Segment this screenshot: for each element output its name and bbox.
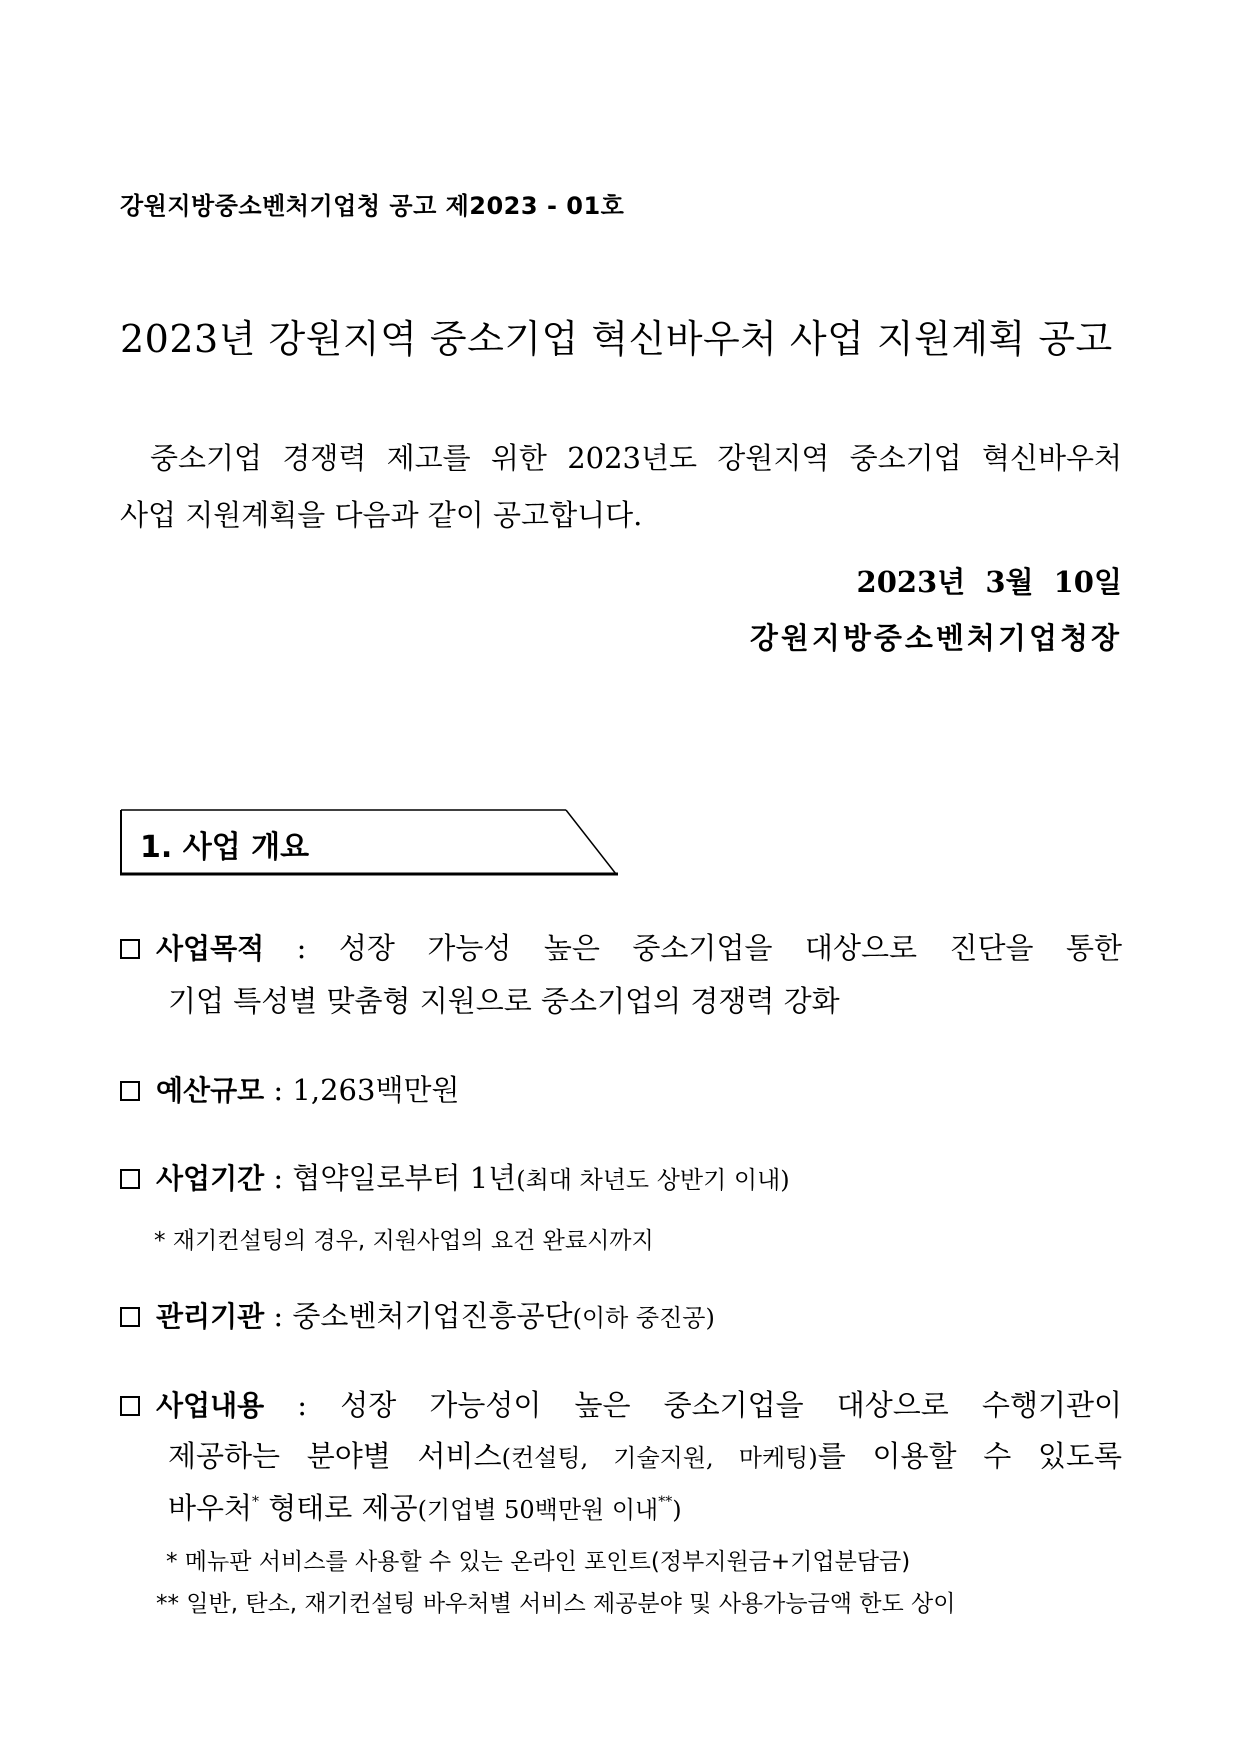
item-text: 성장 가능성이 높은 중소기업을 대상으로 수행기관이 bbox=[340, 1388, 1122, 1422]
page-title: 2023년 강원지역 중소기업 혁신바우처 사업 지원계획 공고 bbox=[120, 317, 1113, 361]
item-content-note-2: ** 일반, 탄소, 재기컨설팅 바우처별 서비스 제공분야 및 사용가능금액 한도 상이 bbox=[156, 1591, 956, 1617]
item-paren: (이하 중진공) bbox=[572, 1304, 715, 1332]
checkbox-icon bbox=[120, 1307, 140, 1327]
checkbox-icon bbox=[120, 1396, 140, 1416]
item-text: 바우처 bbox=[168, 1491, 253, 1525]
item-agency bbox=[120, 1290, 1122, 1344]
section-title: 1. 사업 개요 bbox=[140, 830, 310, 865]
item-paren: (기업별 50백만원 이내 bbox=[417, 1496, 659, 1524]
intro-line-2: 사업 지원계획을 다음과 같이 공고합니다. bbox=[120, 498, 643, 532]
item-text: 제공하는 분야별 서비스 bbox=[168, 1439, 502, 1473]
item-agency-line bbox=[120, 1290, 1122, 1344]
issuer-name: 강원지방중소벤처기업청장 bbox=[749, 621, 1122, 655]
item-budget bbox=[120, 1064, 1122, 1117]
item-label: 관리기관 bbox=[156, 1300, 265, 1333]
item-period-line bbox=[120, 1152, 1122, 1206]
item-paren-close: ) bbox=[672, 1496, 682, 1524]
item-purpose bbox=[120, 922, 1122, 1027]
intro-paragraph bbox=[120, 430, 1122, 544]
item-content-note-1: * 메뉴판 서비스를 사용할 수 있는 온라인 포인트(정부지원금+기업분담금) bbox=[166, 1549, 911, 1575]
item-purpose-line-1 bbox=[120, 922, 1122, 975]
item-label: 사업기간 bbox=[156, 1162, 265, 1195]
checkbox-icon bbox=[120, 939, 140, 959]
intro-line-1: 중소기업 경쟁력 제고를 위한 2023년도 강원지역 중소기업 혁신바우처 bbox=[150, 441, 1122, 475]
item-text: 성장 가능성 높은 중소기업을 대상으로 진단을 통한 bbox=[338, 931, 1122, 965]
item-separator: : bbox=[264, 1161, 293, 1195]
item-purpose-line-2: 기업 특성별 맞춤형 지원으로 중소기업의 경쟁력 강화 bbox=[168, 984, 840, 1018]
item-text: 중소벤처기업진흥공단 bbox=[292, 1299, 573, 1333]
item-separator: : bbox=[264, 931, 339, 965]
item-separator: : bbox=[264, 1073, 293, 1107]
checkbox-icon bbox=[120, 1081, 140, 1101]
item-separator: : bbox=[264, 1299, 293, 1333]
notice-number: 강원지방중소벤처기업청 공고 제2023 - 01호 bbox=[120, 192, 625, 220]
item-label: 예산규모 bbox=[156, 1074, 265, 1107]
item-separator: : bbox=[264, 1388, 341, 1422]
item-content-line-2 bbox=[120, 1431, 1122, 1483]
item-period bbox=[120, 1152, 1122, 1206]
footnote-marker: * bbox=[252, 1494, 260, 1510]
section-header bbox=[120, 808, 618, 876]
item-paren: (최대 차년도 상반기 이내) bbox=[516, 1166, 790, 1194]
item-label: 사업내용 bbox=[156, 1389, 265, 1422]
item-budget-line bbox=[120, 1064, 1122, 1117]
item-label: 사업목적 bbox=[156, 932, 265, 965]
item-period-note: * 재기컨설팅의 경우, 지원사업의 요건 완료시까지 bbox=[154, 1228, 654, 1254]
item-text: 1,263백만원 bbox=[292, 1073, 460, 1107]
item-text: 를 이용할 수 있도록 bbox=[817, 1439, 1122, 1473]
footnote-marker: ** bbox=[658, 1494, 673, 1510]
item-text: 형태로 제공 bbox=[259, 1491, 418, 1525]
checkbox-icon bbox=[120, 1169, 140, 1189]
issue-date: 2023년 3월 10일 bbox=[856, 565, 1122, 599]
item-content-line-3 bbox=[120, 1483, 1122, 1535]
item-content bbox=[120, 1380, 1122, 1535]
item-paren: (컨설팅, 기술지원, 마케팅) bbox=[501, 1444, 818, 1472]
item-text: 협약일로부터 1년 bbox=[292, 1161, 517, 1195]
item-content-line-1 bbox=[120, 1380, 1122, 1431]
